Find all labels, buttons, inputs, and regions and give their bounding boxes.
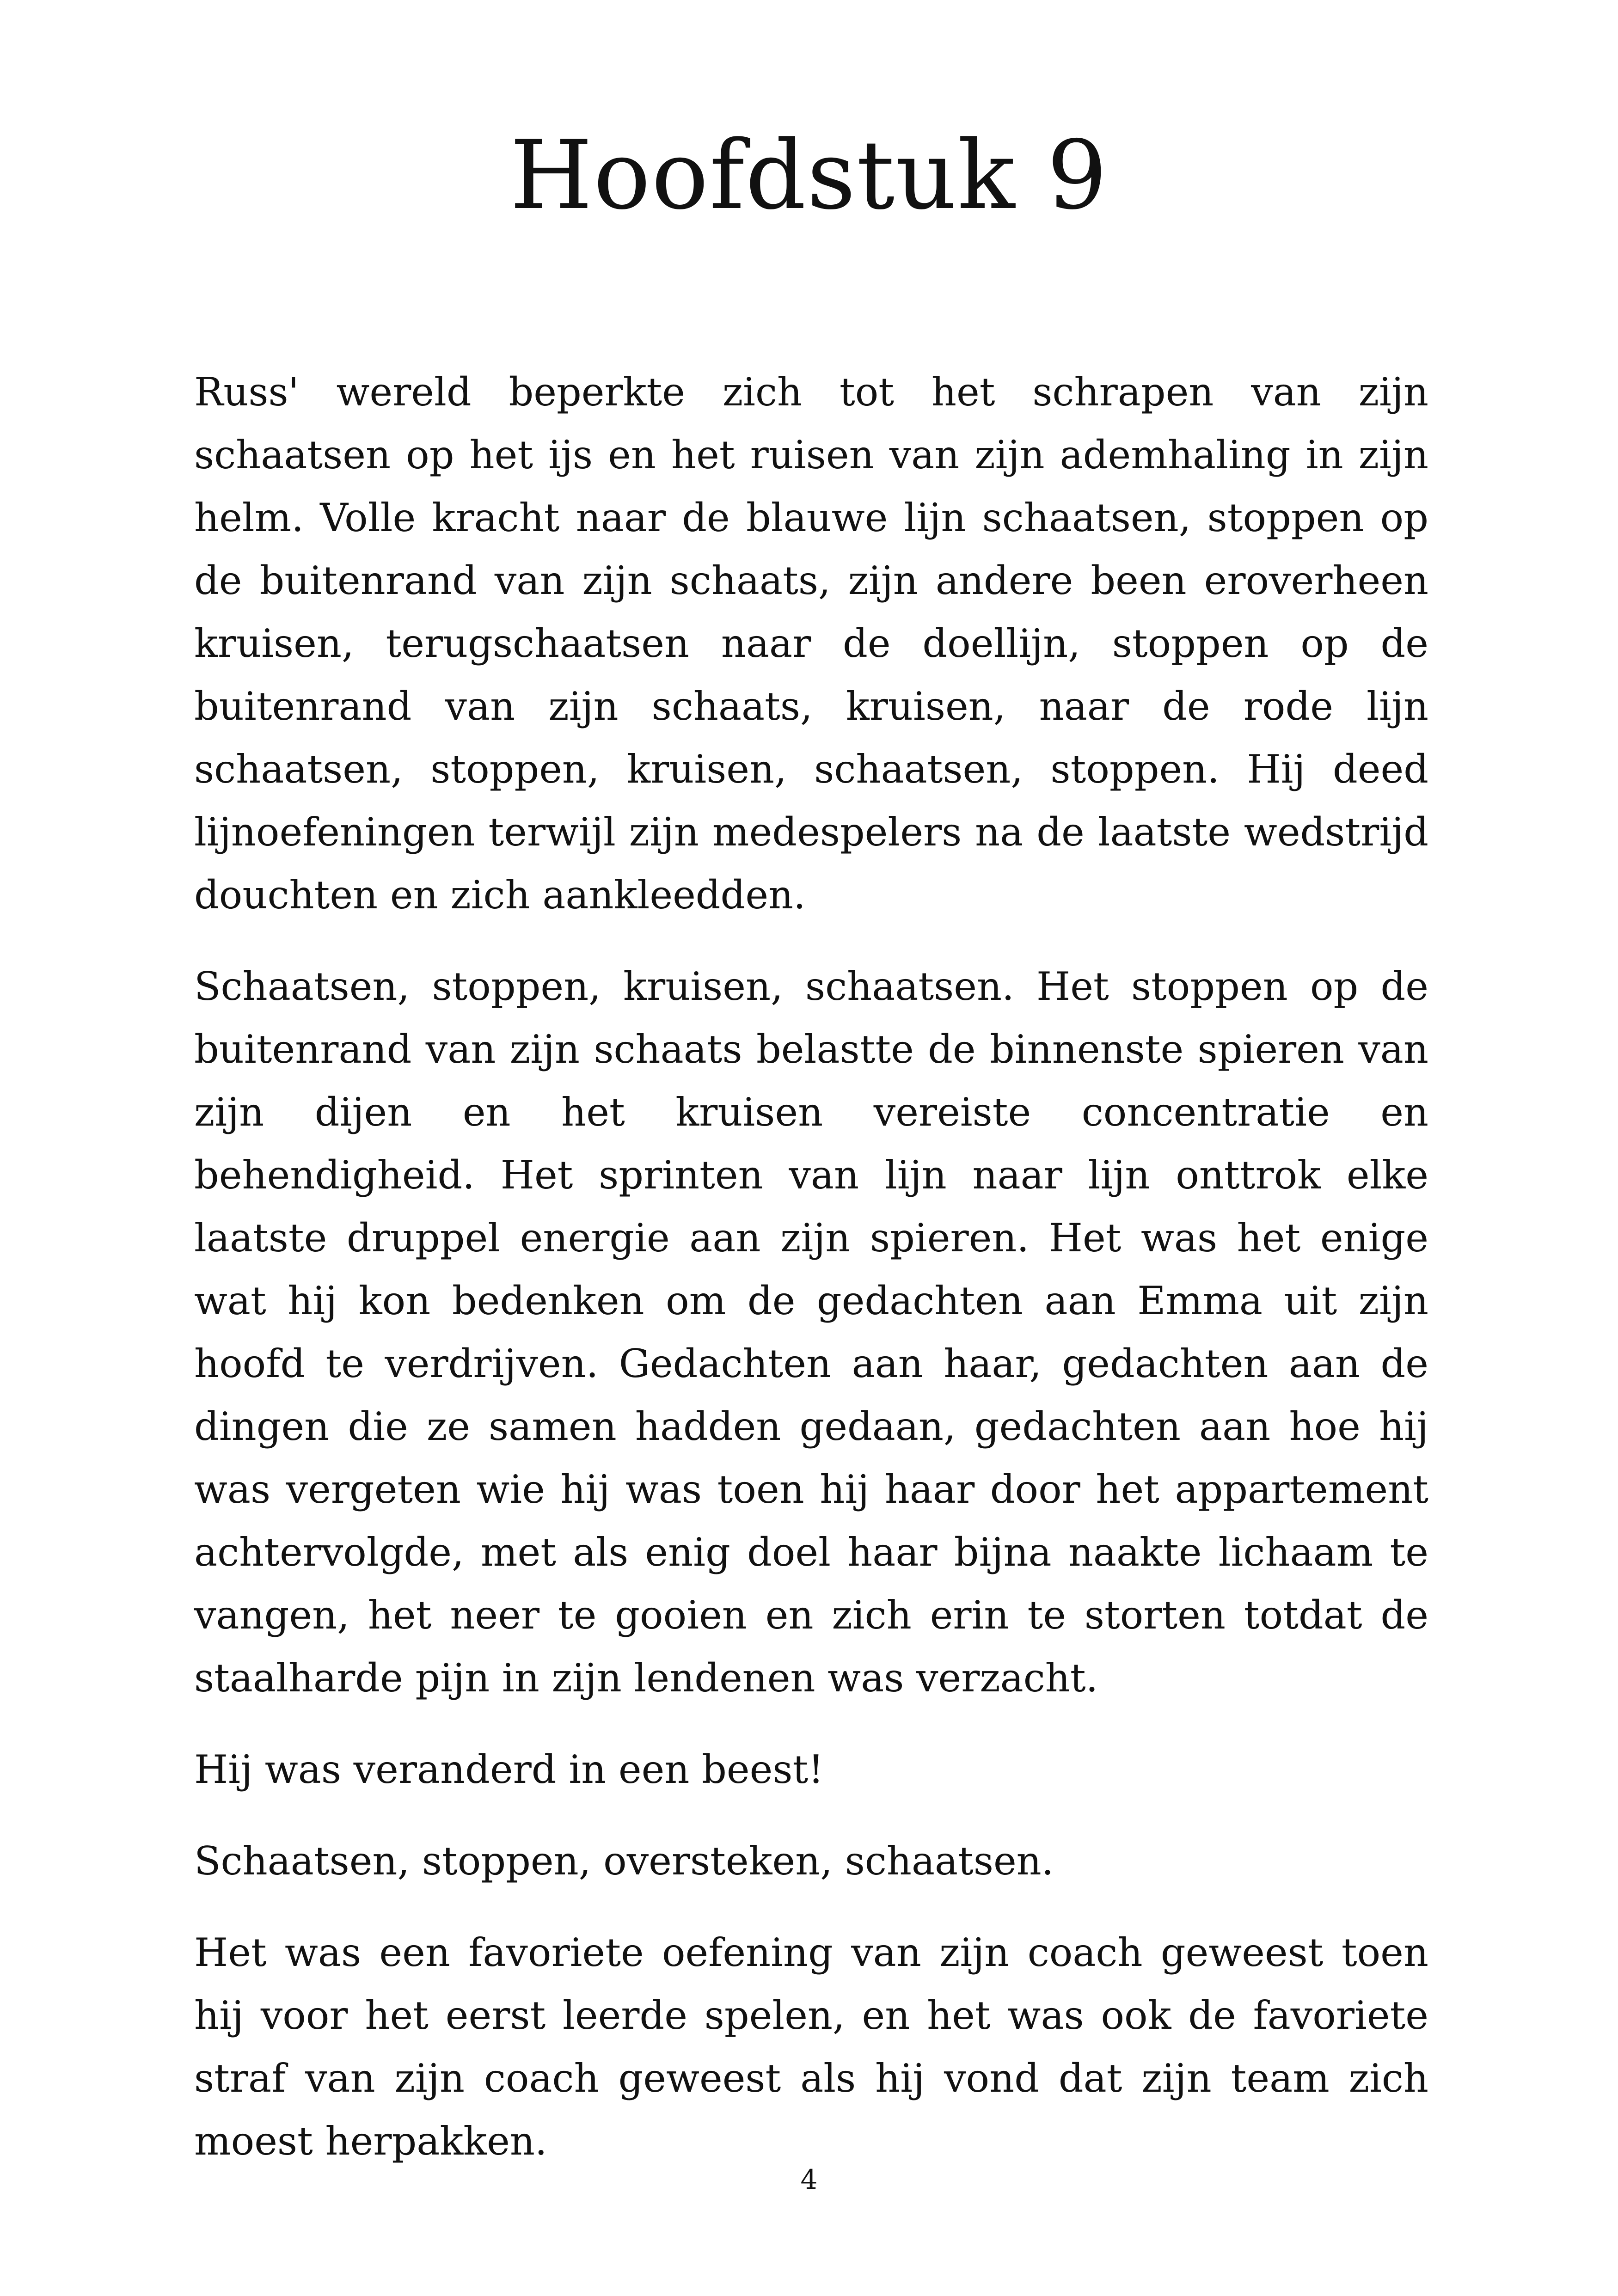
paragraph-2: Schaatsen, stoppen, kruisen, schaatsen. Het stoppen op de buitenrand van zijn schaats belastte de binnenste spieren van zijn dijen en het kruisen vereiste concentratie en behendigheid. Het sprinten van lijn naar lijn onttrok elke laatste druppel energie aan zijn spieren. Het was het enige wat hij kon bedenken om de gedachten aan Emma uit zijn hoofd te verdrijven. Gedachten aan haar, gedachten aan de dingen die ze samen hadden gedaan, gedachten aan hoe hij was vergeten wie hij was toen hij haar door het appartement achtervolgde, met als enig doel haar bijna naakte lichaam te vangen, het neer te gooien en zich erin te storten totdat de staalharde pijn in zijn lendenen was verzacht. <box>194 964 1428 1701</box>
paragraph-1: Russ' wereld beperkte zich tot het schrapen van zijn schaatsen op het ijs en het ruisen van zijn ademhaling in zijn helm. Volle kracht naar de blauwe lijn schaatsen, stoppen op de buitenrand van zijn schaats, zijn andere been eroverheen kruisen, terugschaatsen naar de doellijn, stoppen op de buitenrand van zijn schaats, kruisen, naar de rode lijn schaatsen, stoppen, kruisen, schaatsen, stoppen. Hij deed lijnoefeningen terwijl zijn medespelers na de laatste wedstrijd douchten en zich aankleedden. <box>194 369 1428 918</box>
chapter-body <box>194 361 1428 2201</box>
page-number: 4 <box>800 2164 818 2195</box>
paragraph-5: Het was een favoriete oefening van zijn coach geweest toen hij voor het eerst leerde spelen, en het was ook de favoriete straf van zijn coach geweest als hij vond dat zijn team zich moest herpakken. <box>194 1930 1428 2164</box>
paragraph-3: Hij was veranderd in een beest! <box>194 1747 824 1792</box>
chapter-title: Hoofdstuk 9 <box>509 121 1109 231</box>
paragraph-4: Schaatsen, stoppen, oversteken, schaatsen. <box>194 1838 1054 1884</box>
